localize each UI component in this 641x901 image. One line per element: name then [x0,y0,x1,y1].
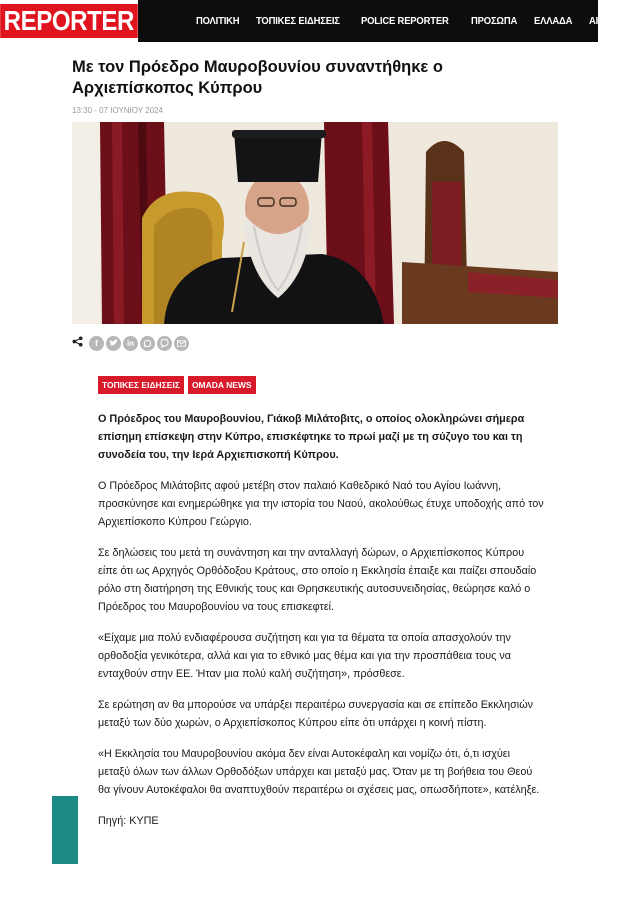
site-logo[interactable]: REPORTER [0,0,138,42]
article-tags [98,376,260,394]
tag-local-news[interactable]: ΤΟΠΙΚΕΣ ΕΙΔΗΣΕΙΣ [98,376,184,394]
twitter-icon[interactable] [106,336,121,351]
linkedin-icon[interactable]: in [123,336,138,351]
nav-item-people[interactable]: ΠΡΟΣΩΠΑ [470,15,517,27]
article-body [98,410,544,843]
facebook-icon[interactable]: f [89,336,104,351]
article-paragraph: Ο Πρόεδρος Μιλάτοβιτς αφού μετέβη στον παλαιό Καθεδρικό Ναό του Αγίου Ιωάννη, προσκύνησε και ενημερώθηκε για την ιστορία του Ναού, ακολούθως έτυχε υποδοχής από τον Αρχιεπίσκοπο Κύπρου Γεώργιο. [98,480,544,528]
tag-omada-news[interactable]: OMADA NEWS [188,376,256,394]
article-paragraph: «Είχαμε μια πολύ ενδιαφέρουσα συζήτηση και για τα θέματα τα οποία απασχολούν την ορθοδοξία γενικότερα, αλλά και για το εθνικό μας θέμα και για την προσπάθεια τους να ενταχθούν στην ΕΕ. Ήταν μια πολύ καλή συζήτηση», πρόσθεσε. [98,632,511,680]
article-quote: «Η Εκκλησία του Μαυροβουνίου ακόμα δεν είναι Αυτοκέφαλη και νομίζω ότι, ό,τι ισχύει μεταξύ όλων των άλλων Ορθοδόξων υπάρχει και μεταξύ μας. Όταν με τη βοήθεια του Θεού θα γίνουν Αυτοκέφαλοι θα αναπτυχθούν περαιτέρω οι σχέσεις μας, οπωσδήποτε», κατέληξε. [98,748,540,796]
whatsapp-icon[interactable] [140,336,155,351]
nav-item-politics[interactable]: ΠΟΛΙΤΙΚΗ [196,15,240,27]
article-paragraph: Σε ερώτηση αν θα μπορούσε να υπάρξει περαιτέρω συνεργασία και σε επίπεδο Εκκλησιών μεταξύ των δύο χωρών, ο Αρχιεπίσκοπος Κύπρου είπε ότι υπάρχει η κοινή πίστη. [98,699,534,729]
article-source: Πηγή: ΚΥΠΕ [98,815,159,827]
article-photo [72,122,558,324]
article-paragraph: Σε δηλώσεις του μετά τη συνάντηση και την ανταλλαγή δώρων, ο Αρχιεπίσκοπος Κύπρου είπε ότι ως Αρχηγός Ορθόδοξου Κράτους, στο οποίο η Εκκλησία έπαιξε και παίζει σπουδαίο ρόλο στη διατήρηση της Εθνικής τους και Θρησκευτικής αυτοσυνειδησίας, θεώρησε καλό ο Πρόεδρος του Μαυροβουνίου να τους επισκεφτεί. [98,547,537,613]
top-navigation-bar [0,0,626,42]
nav-item-aithoni[interactable]: ΑΙΘΟΝΗ [588,15,626,27]
article-lead: Ο Πρόεδρος του Μαυροβουνίου, Γιάκοβ Μιλάτοβιτς, ο οποίος ολοκληρώνει σήμερα επίσημη επίσκεψη στην Κύπρο, επισκέφτηκε το πρωί μαζί με τη σύζυγο του και τη συνοδεία του, την Ιερά Αρχιεπισκοπή Κύπρου. [98,413,525,461]
nav-item-greece[interactable]: ΕΛΛΑΔΑ [533,15,573,27]
email-icon[interactable] [174,336,189,351]
nav-item-local-news[interactable]: ΤΟΠΙΚΕΣ ΕΙΔΗΣΕΙΣ [256,15,341,27]
viber-icon[interactable] [157,336,172,351]
nav-item-police-reporter[interactable]: POLICE REPORTER [361,15,449,27]
share-icon[interactable] [72,336,83,350]
article-timestamp: 13:30 - 07 ΙΟΥΝΙΟΥ 2024 [72,106,163,115]
share-bar [72,334,191,352]
main-nav [196,0,641,42]
quote-accent-bar [52,796,78,864]
article-title: Με τον Πρόεδρο Μαυροβουνίου συναντήθηκε ο Αρχιεπίσκοπος Κύπρου [72,58,443,97]
